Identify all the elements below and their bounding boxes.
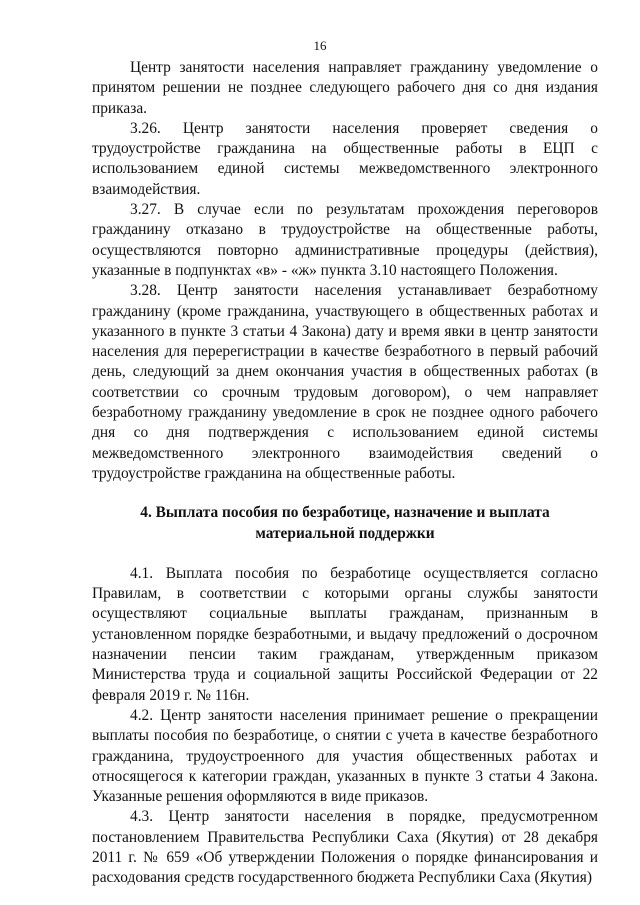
paragraph-notification: Центр занятости населения направляет гражданину уведомление о принятом решении не позднее следующего рабочего дня со дня издания приказа. <box>92 59 598 117</box>
paragraph-3-26: 3.26. Центр занятости населения проверяет сведения о трудоустройстве гражданина на общественные работы в ЕЦП с использованием единой системы межведомственного электронного взаимодействия. <box>92 119 598 198</box>
document-body <box>92 58 598 889</box>
paragraph-3-28: 3.28. Центр занятости населения устанавливает безработному гражданину (кроме гражданина, участвующего в общественных работах и указанного в пункте 3 статьи 4 Закона) дату и время явки в центр занятости населения для перерегистрации в качестве безработного в первый рабочий день, следующий за днем окончания участия в общественных работах (в соответствии со срочным трудовым договором), о чем направляет безработному гражданину уведомление в срок не позднее одного рабочего дня со дня подтверждения с использованием единой системы межведомственного электронного взаимодействия сведений о трудоустройстве гражданина на общественные работы. <box>92 282 598 482</box>
paragraph-4-1: 4.1. Выплата пособия по безработице осуществляется согласно Правилам, в соответствии с которыми органы службы занятости осуществляют социальные выплаты гражданам, признанным в установленном порядке безработными, и выдачу предложений о досрочном назначении пенсии таким гражданам, утвержденным приказом Министерства труда и социальной защиты Российской Федерации от 22 февраля 2019 г. № 116н. <box>92 564 598 704</box>
section-4-heading: 4. Выплата пособия по безработице, назначение и выплата материальной поддержки <box>140 504 550 542</box>
paragraph-3-27: 3.27. В случае если по результатам прохождения переговоров гражданину отказано в трудоустройстве на общественные работы, осуществляются повторно административные процедуры (действия), указанные в подпунктах «в» - «ж» пункта 3.10 настоящего Положения. <box>92 201 598 279</box>
page-number: 16 <box>313 38 327 53</box>
paragraph-4-3: 4.3. Центр занятости населения в порядке, предусмотренном постановлением Правительства Республики Саха (Якутия) от 28 декабря 2011 г. № 659 «Об утверждении Положения о порядке финансирования и расходования средств государственного бюджета Республики Саха (Якутия) <box>92 808 598 887</box>
paragraph-4-2: 4.2. Центр занятости населения принимает решение о прекращении выплаты пособия по безработице, о снятии с учета в качестве безработного гражданина, трудоустроенного для участия общественных работах и относящегося к категории граждан, указанных в пункте 3 статьи 4 Закона. Указанные решения оформляются в виде приказов. <box>92 706 598 806</box>
